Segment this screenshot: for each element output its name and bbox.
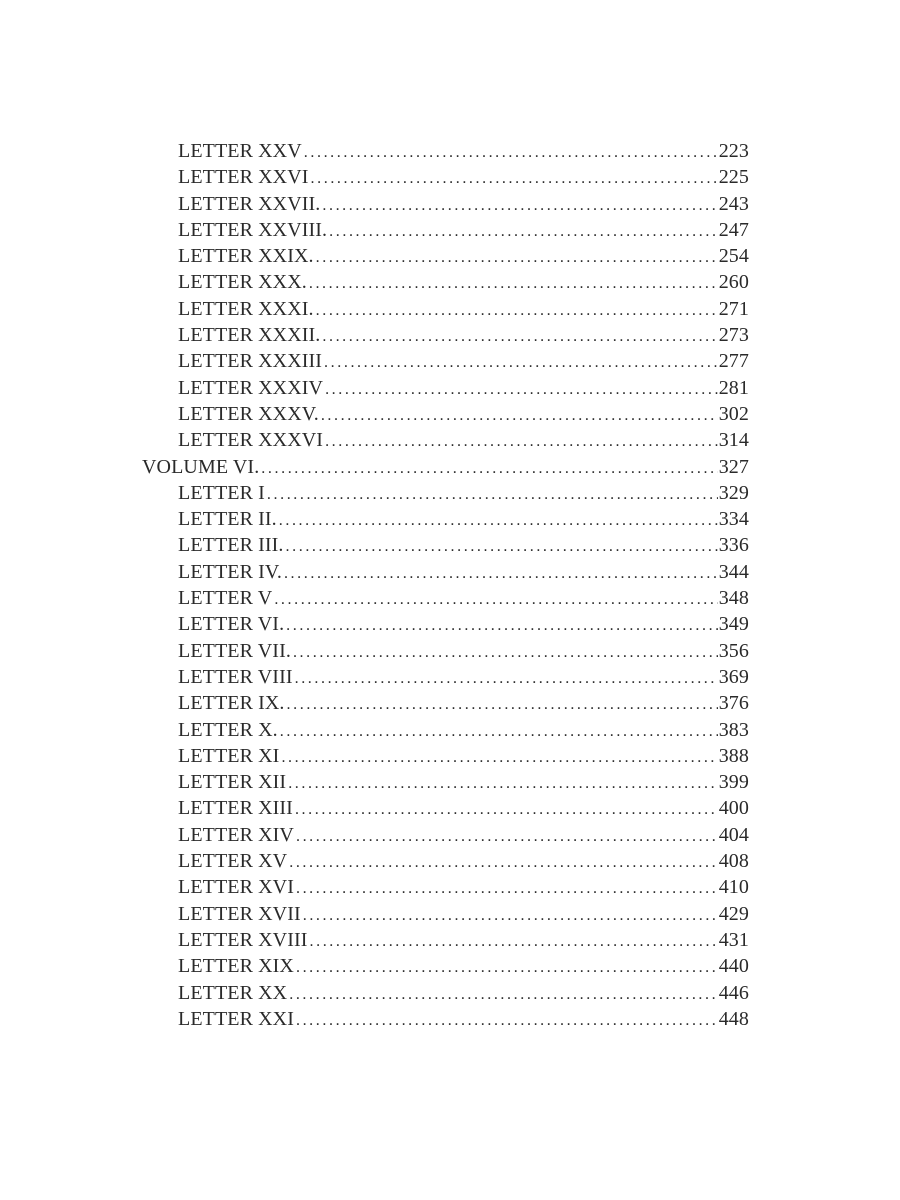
toc-dot-leader — [325, 433, 718, 451]
toc-entry-label: LETTER XI — [178, 744, 280, 767]
toc-entry-label: LETTER XXXV. — [178, 402, 319, 425]
toc-page-number: 223 — [718, 140, 749, 162]
toc-letter-entry — [142, 429, 749, 455]
toc-page-number: 431 — [718, 928, 749, 951]
toc-entry-label: LETTER II. — [178, 508, 277, 531]
toc-dot-leader — [322, 328, 717, 346]
toc-page-number: 247 — [718, 218, 749, 241]
toc-dot-leader — [324, 354, 718, 372]
toc-entry-label: LETTER XXXIV — [178, 376, 324, 399]
toc-letter-entry — [142, 666, 749, 692]
toc-letter-entry — [142, 640, 749, 666]
toc-dot-leader — [304, 144, 718, 162]
toc-letter-entry — [142, 1008, 749, 1034]
toc-entry-label: LETTER XVIII — [178, 928, 308, 951]
toc-page-number: 369 — [718, 665, 749, 688]
toc-dot-leader — [296, 828, 718, 846]
toc-entry-label: LETTER XXXII. — [178, 324, 321, 347]
toc-dot-leader — [287, 696, 718, 714]
toc-letter-entry — [142, 850, 749, 876]
toc-page-number: 327 — [718, 455, 749, 478]
toc-page-number: 302 — [718, 402, 749, 425]
toc-dot-leader — [286, 617, 718, 635]
toc-letter-entry — [142, 534, 749, 560]
toc-dot-leader — [296, 959, 718, 977]
toc-letter-entry — [142, 377, 749, 403]
toc-page-number: 383 — [718, 718, 749, 741]
toc-dot-leader — [310, 933, 718, 951]
toc-letter-entry — [142, 324, 749, 350]
toc-dot-leader — [316, 302, 718, 320]
toc-entry-label: LETTER XIV — [178, 823, 294, 846]
toc-entry-label: LETTER IX. — [178, 692, 285, 715]
toc-entry-label: LETTER XII — [178, 771, 287, 794]
toc-page-number: 334 — [718, 508, 749, 531]
toc-dot-leader — [296, 880, 718, 898]
toc-page-number: 243 — [718, 192, 749, 215]
toc-page-number: 260 — [718, 271, 749, 294]
toc-entry-label: LETTER XXXVI — [178, 429, 324, 452]
toc-page-number: 277 — [718, 350, 749, 373]
toc-page-number: 399 — [718, 771, 749, 794]
toc-dot-leader — [289, 986, 717, 1004]
toc-dot-leader — [303, 907, 718, 925]
toc-dot-leader — [325, 381, 718, 399]
toc-page-number: 271 — [718, 297, 749, 320]
toc-page-number: 440 — [718, 955, 749, 978]
toc-dot-leader — [267, 486, 718, 504]
toc-letter-entry — [142, 719, 749, 745]
toc-letter-entry — [142, 797, 749, 823]
toc-volume-entry — [142, 456, 749, 482]
toc-page-number: 254 — [718, 245, 749, 268]
toc-entry-label: LETTER XXV — [178, 140, 302, 162]
toc-letter-entry — [142, 903, 749, 929]
toc-dot-leader — [279, 512, 718, 530]
toc-page-number: 281 — [718, 376, 749, 399]
toc-entry-label: LETTER VI. — [178, 613, 285, 636]
toc-letter-entry — [142, 982, 749, 1008]
toc-dot-leader — [280, 723, 718, 741]
toc-dot-leader — [295, 801, 718, 819]
toc-dot-leader — [293, 644, 718, 662]
toc-page-number: 273 — [718, 324, 749, 347]
toc-entry-label: LETTER XXVIII. — [178, 218, 328, 241]
toc-page-number: 348 — [718, 587, 749, 610]
toc-dot-leader — [309, 275, 718, 293]
toc-entry-label: VOLUME VI. — [142, 455, 260, 478]
toc-entry-label: LETTER XXVI — [178, 166, 309, 189]
toc-entry-label: LETTER XXXIII — [178, 350, 323, 373]
toc-page-number: 404 — [718, 823, 749, 846]
toc-letter-entry — [142, 298, 749, 324]
toc-letter-entry — [142, 403, 749, 429]
toc-page-number: 349 — [718, 613, 749, 636]
toc-letter-entry — [142, 745, 749, 771]
toc-page-number: 388 — [718, 744, 749, 767]
toc-page-number: 376 — [718, 692, 749, 715]
toc-letter-entry — [142, 245, 749, 271]
toc-page-number: 314 — [718, 429, 749, 452]
table-of-contents — [142, 140, 749, 1034]
toc-letter-entry — [142, 692, 749, 718]
toc-letter-entry — [142, 587, 749, 613]
toc-page-number: 446 — [718, 981, 749, 1004]
toc-dot-leader — [281, 749, 717, 767]
toc-letter-entry — [142, 271, 749, 297]
toc-letter-entry — [142, 482, 749, 508]
toc-letter-entry — [142, 824, 749, 850]
toc-dot-leader — [286, 538, 718, 556]
toc-dot-leader — [284, 565, 718, 583]
toc-entry-label: LETTER XXIX. — [178, 245, 314, 268]
toc-letter-entry — [142, 219, 749, 245]
toc-entry-label: LETTER V — [178, 587, 273, 610]
toc-entry-label: LETTER XXI — [178, 1007, 294, 1030]
toc-entry-label: LETTER I — [178, 481, 265, 504]
toc-dot-leader — [289, 854, 717, 872]
toc-page-number: 329 — [718, 481, 749, 504]
toc-dot-leader — [321, 407, 718, 425]
toc-dot-leader — [261, 460, 717, 478]
toc-letter-entry — [142, 613, 749, 639]
toc-letter-entry — [142, 193, 749, 219]
toc-page-number: 448 — [718, 1007, 749, 1030]
toc-dot-leader — [288, 775, 718, 793]
toc-entry-label: LETTER XV — [178, 850, 288, 873]
toc-entry-label: LETTER XVII — [178, 902, 301, 925]
toc-entry-label: LETTER III. — [178, 534, 284, 557]
toc-page-number: 408 — [718, 850, 749, 873]
toc-page-number: 410 — [718, 876, 749, 899]
toc-page-number: 336 — [718, 534, 749, 557]
toc-letter-entry — [142, 166, 749, 192]
toc-dot-leader — [329, 223, 718, 241]
toc-entry-label: LETTER XXXI. — [178, 297, 314, 320]
toc-page-number: 356 — [718, 639, 749, 662]
toc-letter-entry — [142, 140, 749, 166]
toc-letter-entry — [142, 561, 749, 587]
toc-letter-entry — [142, 508, 749, 534]
toc-dot-leader — [322, 197, 717, 215]
toc-page-number: 400 — [718, 797, 749, 820]
toc-entry-label: LETTER VII. — [178, 639, 291, 662]
toc-dot-leader — [295, 670, 718, 688]
toc-letter-entry — [142, 771, 749, 797]
toc-dot-leader — [274, 591, 717, 609]
toc-entry-label: LETTER XIII — [178, 797, 293, 820]
toc-page-number: 344 — [718, 560, 749, 583]
toc-page-number: 225 — [718, 166, 749, 189]
toc-dot-leader — [296, 1012, 718, 1030]
toc-letter-entry — [142, 929, 749, 955]
toc-entry-label: LETTER VIII — [178, 665, 293, 688]
toc-entry-label: LETTER XXX. — [178, 271, 307, 294]
toc-entry-label: LETTER XX — [178, 981, 288, 1004]
toc-entry-label: LETTER IV. — [178, 560, 282, 583]
toc-page-number: 429 — [718, 902, 749, 925]
toc-entry-label: LETTER X. — [178, 718, 278, 741]
toc-dot-leader — [311, 170, 718, 188]
toc-dot-leader — [316, 249, 718, 267]
toc-letter-entry — [142, 350, 749, 376]
toc-letter-entry — [142, 955, 749, 981]
toc-entry-label: LETTER XIX — [178, 955, 294, 978]
toc-letter-entry — [142, 876, 749, 902]
toc-entry-label: LETTER XVI — [178, 876, 294, 899]
toc-entry-label: LETTER XXVII. — [178, 192, 321, 215]
